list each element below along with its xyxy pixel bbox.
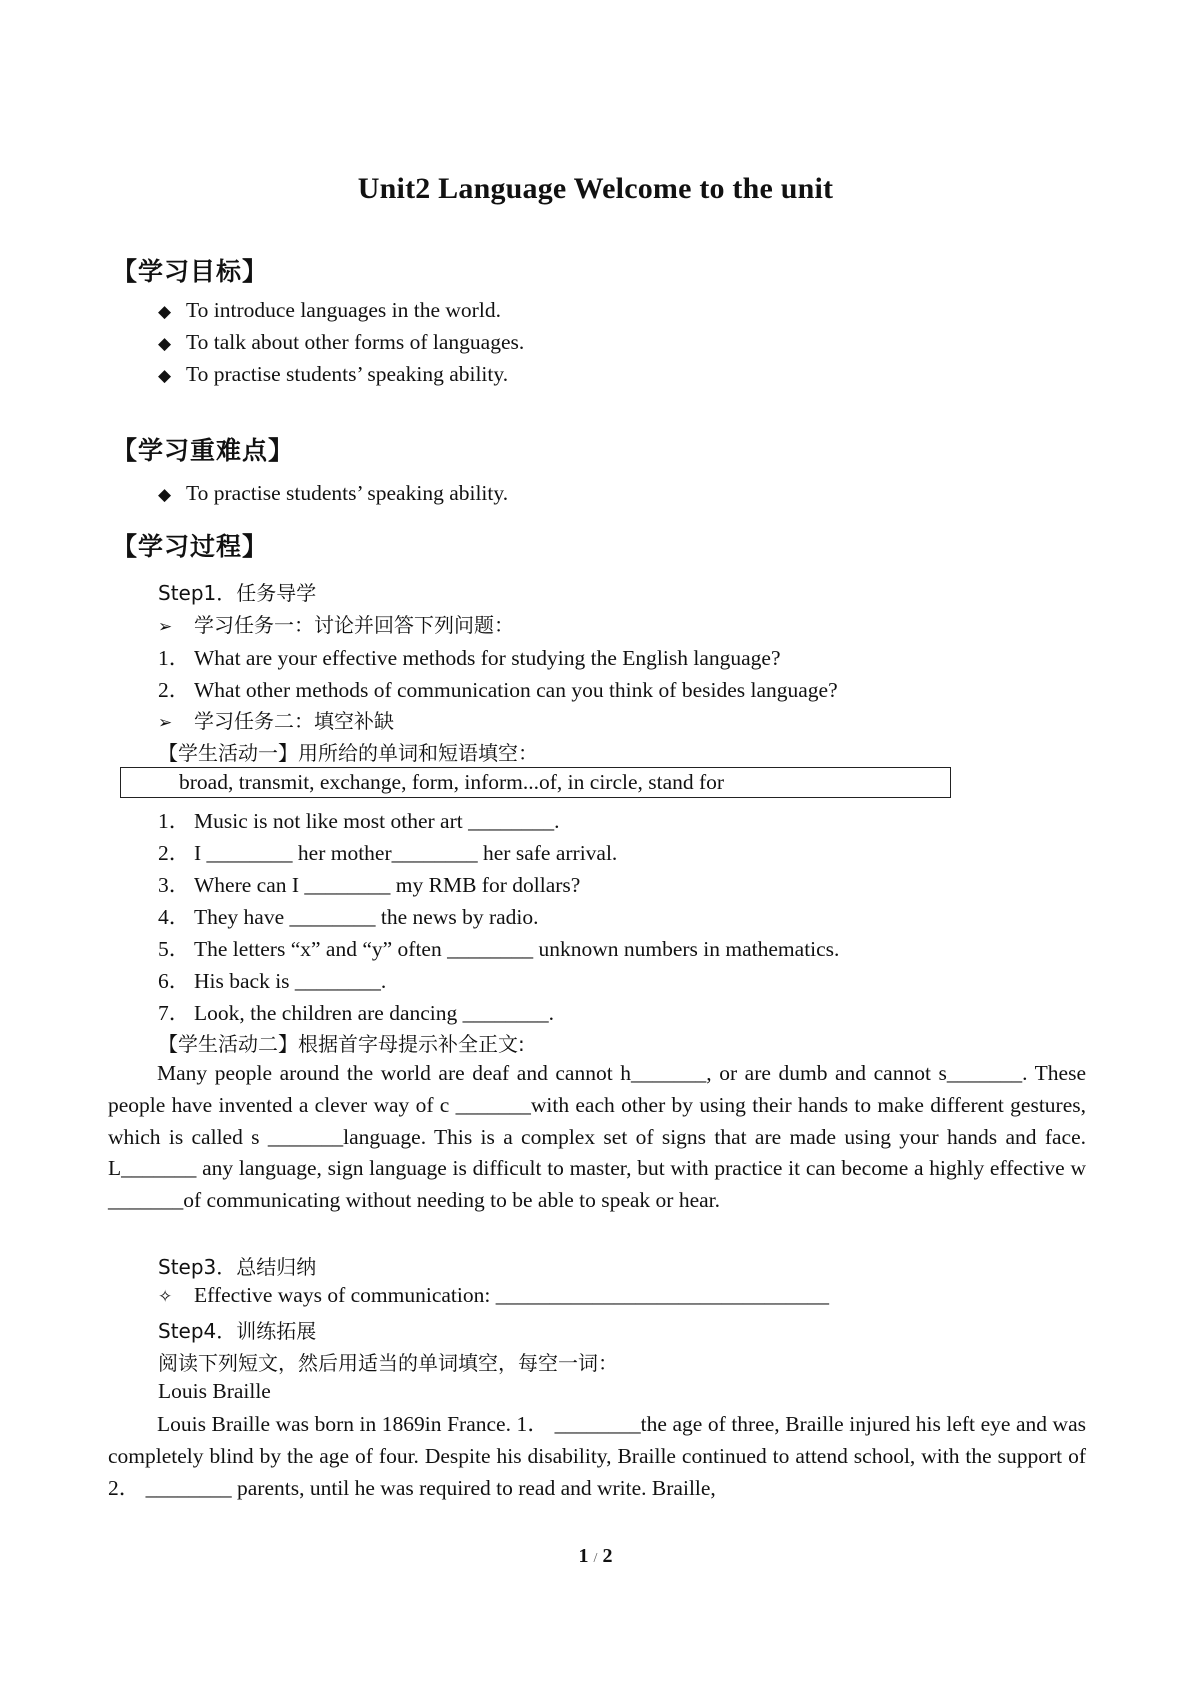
summary-line: ✧ Effective ways of communication: _______________________________: [158, 1283, 829, 1307]
task2-label: ➢ 学习任务二：填空补缺: [158, 709, 394, 733]
objective-item: ◆ To talk about other forms of languages.: [158, 330, 525, 354]
question-item: 2． What other methods of communication can you think of besides language?: [158, 678, 838, 702]
key-points-heading: 【学习重难点】: [112, 436, 295, 465]
reading-title: Louis Braille: [158, 1379, 271, 1403]
reading-passage: Louis Braille was born in 1869in France. 1． ________the age of three, Braille injured his left eye and was completely blind by the age of four. Despite his disability, Braille continued to attend school, with the support of 2． ________ parents, until he was required to read and write. Braille,: [108, 1412, 1086, 1500]
diamond-bullet-icon: ◆: [158, 485, 172, 505]
word-bank-box: broad, transmit, exchange, form, inform...of, in circle, stand for: [120, 767, 951, 798]
arrow-bullet-icon: ➢: [158, 713, 173, 733]
step3-label: Step3．总结归纳: [158, 1255, 317, 1279]
star-bullet-icon: ✧: [158, 1287, 173, 1307]
step4-label: Step4．训练拓展: [158, 1319, 317, 1343]
task1-label: ➢ 学习任务一：讨论并回答下列问题：: [158, 613, 514, 637]
fill-in-sentence: 5． The letters “x” and “y” often ________ unknown numbers in mathematics.: [158, 937, 840, 961]
objective-item: ◆ To introduce languages in the world.: [158, 298, 501, 322]
fill-in-sentence: 7． Look, the children are dancing ________.: [158, 1001, 555, 1025]
question-item: 1． What are your effective methods for studying the English language?: [158, 646, 781, 670]
diamond-bullet-icon: ◆: [158, 334, 172, 354]
objective-item: ◆ To practise students’ speaking ability.: [158, 362, 509, 386]
diamond-bullet-icon: ◆: [158, 302, 172, 322]
diamond-bullet-icon: ◆: [158, 366, 172, 386]
key-point-item: ◆ To practise students’ speaking ability.: [158, 481, 509, 505]
step1-label: Step1．任务导学: [158, 581, 317, 605]
fill-in-sentence: 6． His back is ________.: [158, 969, 387, 993]
fill-in-sentence: 2． I ________ her mother________ her safe arrival.: [158, 841, 618, 865]
fill-in-sentence: 1． Music is not like most other art ________.: [158, 809, 560, 833]
fill-in-sentence: 4． They have ________ the news by radio.: [158, 905, 539, 929]
cloze-passage: Many people around the world are deaf and cannot h_______, or are dumb and cannot s_______. These people have invented a clever way of c _______with each other by using their hands to make different gestures, which is called s _______language. This is a complex set of signs that are made using your hands and face. L_______ any language, sign language is difficult to master, but with practice it can become a highly effective w _______of communicating without needing to be able to speak or hear.: [108, 1061, 1086, 1213]
page-title: Unit2 Language Welcome to the unit: [357, 172, 834, 205]
page-number: 1 / 2: [578, 1545, 613, 1567]
process-heading: 【学习过程】: [112, 532, 269, 561]
activity1-label: 【学生活动一】用所给的单词和短语填空：: [158, 741, 538, 765]
arrow-bullet-icon: ➢: [158, 617, 173, 637]
objectives-heading: 【学习目标】: [112, 257, 269, 286]
reading-instruction: 阅读下列短文，然后用适当的单词填空，每空一词：: [158, 1351, 618, 1375]
fill-in-sentence: 3． Where can I ________ my RMB for dollars?: [158, 873, 581, 897]
activity2-label: 【学生活动二】根据首字母提示补全正文:: [158, 1032, 525, 1056]
